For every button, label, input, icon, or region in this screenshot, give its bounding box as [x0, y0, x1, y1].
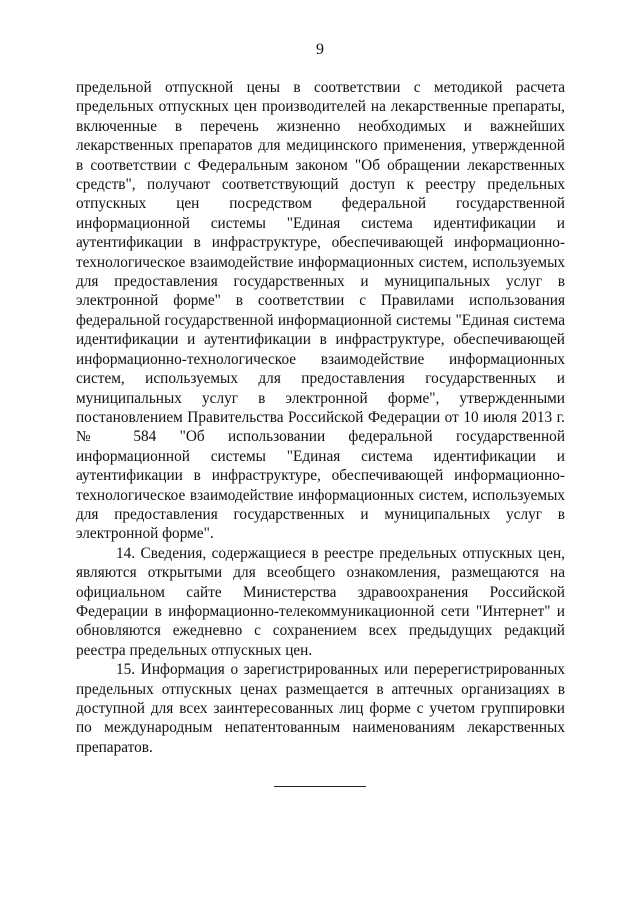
paragraph-item-15: 15. Информация о зарегистрированных или перерегистрированных предельных отпускных ценах размещается в аптечных организациях в доступной для всех заинтересованных лиц форме с учетом группировки по международным непатентованным наименованиям лекарственных препаратов. [76, 661, 565, 756]
document-body [76, 78, 565, 757]
end-separator-line [274, 786, 366, 787]
page-number: 9 [316, 41, 324, 58]
paragraph-continuation: предельной отпускной цены в соответствии с методикой расчета предельных отпускных цен производителей на лекарственные препараты, включенные в перечень жизненно необходимых и важнейших лекарственных препаратов для медицинского применения, утвержденной в соответствии с Федеральным законом "Об обращении лекарственных средств", получают соответствующий доступ к реестру предельных отпускных цен посредством федеральной государственной информационной системы "Единая система идентификации и аутентификации в инфраструктуре, обеспечивающей информационно-технологическое взаимодействие информационных систем, используемых для предоставления государственных и муниципальных услуг в электронной форме" в соответствии с Правилами использования федеральной государственной информационной системы "Единая система идентификации и аутентификации в инфраструктуре, обеспечивающей информационно-технологическое взаимодействие информационных систем, используемых для предоставления государственных и муниципальных услуг в электронной форме", утвержденными постановлением Правительства Российской Федерации от 10 июля 2013 г. № 584 "Об использовании федеральной государственной информационной системы "Единая система идентификации и аутентификации в инфраструктуре, обеспечивающей информационно-технологическое взаимодействие информационных систем, используемых для предоставления государственных и муниципальных услуг в электронной форме". [76, 79, 565, 543]
paragraph-item-14: 14. Сведения, содержащиеся в реестре предельных отпускных цен, являются открытыми для всеобщего ознакомления, размещаются на официальном сайте Министерства здравоохранения Российской Федерации в информационно-телекоммуникационной сети "Интернет" и обновляются ежедневно с сохранением всех предыдущих редакций реестра предельных отпускных цен. [76, 544, 565, 659]
